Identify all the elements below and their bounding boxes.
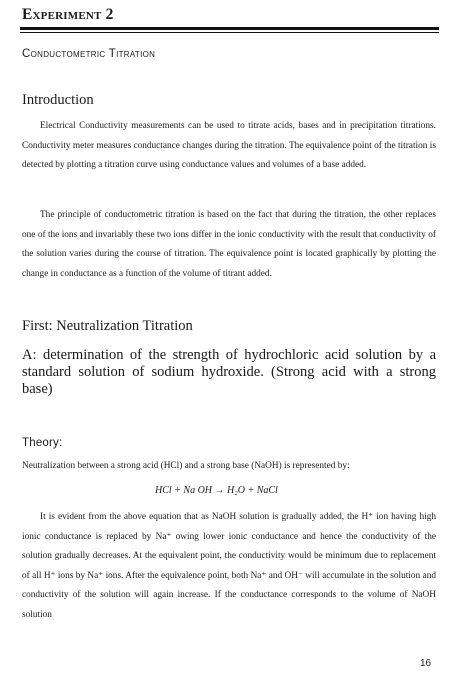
- header-rule-thin: [20, 32, 439, 33]
- introduction-paragraph-1: Electrical Conductivity measurements can be used to titrate acids, bases and in precipitation titrations. Conductivity meter measures conductance changes during the titration. The equivalence point of the titration is detected by plotting a titration curve using conductance values and volumes of a base added.: [22, 121, 436, 170]
- page-number: 16: [420, 658, 432, 669]
- theory-intro: Neutralization between a strong acid (HCl) and a strong base (NaOH) is represented by:: [22, 461, 350, 471]
- theory-heading: Theory:: [22, 437, 63, 449]
- section-a-heading: A: determination of the strength of hydrochloric acid solution by a standard solution of sodium hydroxide. (Strong acid with a strong base): [22, 347, 436, 397]
- experiment-title: Experiment 2: [22, 6, 114, 23]
- experiment-subtitle: Conductometric Titration: [22, 48, 156, 60]
- header-rule: [20, 27, 439, 30]
- theory-paragraph: It is evident from the above equation that as NaOH solution is gradually added, the H⁺ ion having high ionic conductance is replaced by Na⁺ owing lower ionic conductance and hence the conductivity of the solution gradually decreases. At the equivalent point, the conductivity would be minimum due to replacement of all H⁺ ions by Na⁺ ions. After the equivalence point, both Na⁺ and OH⁻ will accumulate in the solution and conductivity of the solution will again increase. If the conductance corresponds to the volume of NaOH solution: [22, 512, 436, 620]
- introduction-paragraph-2: The principle of conductometric titration is based on the fact that during the titration, the other replaces one of the ions and invariably these two ions differ in the ionic conductivity with the result that conductivity of the solution varies during the course of titration. The equivalence point is located graphically by plotting the change in conductance as a function of the volume of titrant added.: [22, 210, 436, 279]
- introduction-heading: Introduction: [22, 92, 94, 108]
- reaction-equation: HCl + Na OH → H₂O + NaCl: [155, 485, 278, 496]
- section-first-heading: First: Neutralization Titration: [22, 318, 193, 334]
